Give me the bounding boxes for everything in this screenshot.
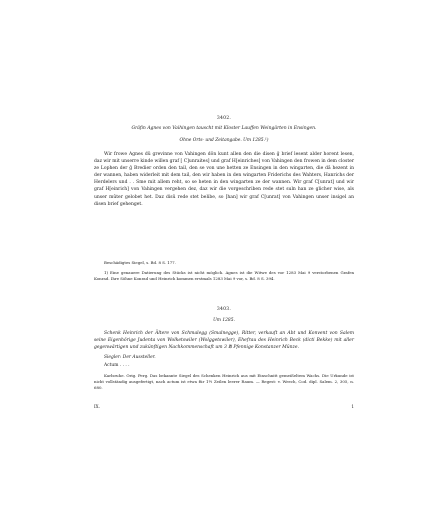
- footnote-3402: 1) Eine genauere Datierung des Stücks ist nicht möglich. Agnes ist die Witwe des vor 1283 Mai 9 verstorbenen Grafen Konrad. Ihre Söhne Konrad und Heinrich kommen erstmals 1283 Mai 9 vor, s. Bd. 8 S. 394.: [94, 270, 354, 281]
- notes-3403: Karlsruhe. Orig. Perg. Das bekannte Siegel des Schenken Heinrich aus mit Einschnitt gemeißeltem Wachs. Die Urkunde ist nicht vollständig ausgefertigt, nach actum ist etwa für 1½ Zeilen leerer Raum. — Regest: v. Weech, Cod. dipl. Salem. 2, 305, n. 680.: [94, 373, 354, 390]
- footer-right: 1: [351, 404, 354, 409]
- document-number-3402: 3402.: [216, 116, 232, 121]
- document-heading-3402: Gräfin Agnes von Vaihingen tauscht mit Kloster Lauffen Weingärten in Ensingen.: [131, 126, 317, 131]
- page-footer: [94, 404, 354, 409]
- footer-left: IX.: [94, 404, 100, 409]
- document-date-3402: Ohne Orts- und Zeitangabe. Um 1285.¹): [179, 138, 269, 143]
- document-heading-3403: Schenk Heinrich der Ältere von Schmalegg (Smalnegge), Ritter, verkauft an Abt und Konvent von Salem seine Eigenhörige Judenta von Wolketswiler (Wolggetswiler), Ehefrau des Heinrich Beck (dicti Bekke) mit aller gegenwärtigen und zukünftigen Nachkommenschaft um 3 ℔ Pfennige Konstanzer Münze.: [94, 331, 354, 351]
- document-date-3403: Um 1285.: [213, 318, 235, 323]
- document-text-3402: Wir frowe Agnes dû grevinne von Vahingen dôn kunt allen den die disen ğ brief lesent alder horent lesen, daz wir mit unserre kinde willen graf [ C]unraites] und graf H[einriches] von Vahingen den frowen in dem closter ze Lophen der ğ Bredier orden den tail, den se von une hetten ze Ensingen in den wingarten, die dâ hezent in der wannen, haben widerleit mit dem tail, den wir haben in den wingarten Friderichs des Wahters, Hanrichs der Herdelers und . . Sme mit allem reht, so se heten in den wingarten ze der wannen. Wir graf C[unrat] und wir graf H[einrich] von Vahingen vergehen dez, daz wir die vorgeschriben rede stet suln han ze glicher wise, als unser mûter gelobet het. Daz disû rede stet belibe, so [han] wir graf C[unrat] von Vahingen unser insigel an disen brief gehenget.: [94, 152, 354, 207]
- seal-note-3402: Beschädigtes Siegel, s. Bd. 8 S. 177.: [104, 260, 176, 265]
- document-number-3403: 3403.: [216, 307, 232, 312]
- actum-3403: Actum . . . .: [104, 363, 130, 368]
- siegler-3403: Siegler: Der Aussteller.: [104, 355, 156, 360]
